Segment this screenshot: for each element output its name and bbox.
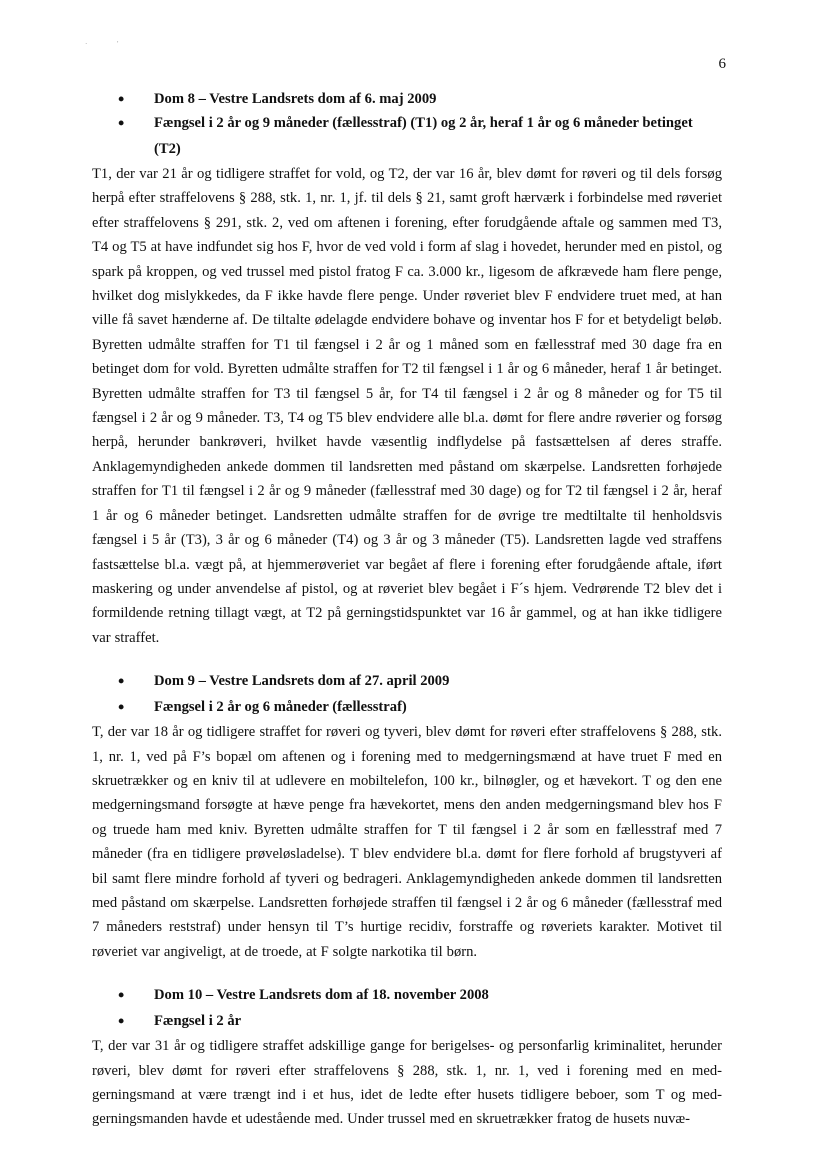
verdict-sentence: • Fængsel i 2 år og 9 måneder (fællesstraf) (T1) og 2 år, heraf 1 år og 6 måneder betinget (T2) [92,110,722,162]
verdict-body: T, der var 18 år og tidligere straffet for røveri og tyveri, blev dømt for røveri efter straffelovens § 288, stk. 1, nr. 1, ved på F’s bopæl om aftenen og i forening med to medgerningsmænd at have truet F med en skruetrækker og en kniv til at udlevere en mobiltelefon, 100 kr., bilnøgler, og et hævekort. T og den ene medgerningsmand forsøgte at hæve penge fra hævekortet, mens den anden medgerningsmand blev hos F og truede ham med kniv. Byretten udmålte straffen for T til fængsel i 2 år som en fællesstraf med 7 måneder (fra en tidligere prøveløsladelse). T blev endvidere bl.a. dømt for flere forhold af brugstyveri af bil samt flere mindre forhold af tyveri og bedrageri. Anklagemyndigheden ankede dommen til landsretten med påstand om skærpelse. Landsretten forhøjede straffen til fængsel i 2 år og 6 måneder (fællesstraf med 7 måneders reststraf) under hensyn til T’s hurtige recidiv, forstraffe og røveriets karakter. Motivet til røveriet var angiveligt, at de troede, at F solgte narkotika til børn. [92,724,722,960]
verdict-heading: • Dom 8 – Vestre Landsrets dom af 6. maj 2009 [92,86,722,112]
verdict-body: T, der var 31 år og tidligere straffet adskillige gange for berigelses- og personfarlig kriminalitet, herunder røveri, blev dømt for røveri efter straffelovens § 288, stk. 1, nr. 1, ved i forening med en medgerningsmand at være trængt ind i et hus, idet de ledte efter husets tidligere beboer, som T og medgerningsmanden havde et udestående med. Under trussel med en skruetrækker fratog de husets nuvæ- [92,1038,722,1128]
verdict-bullets [92,668,722,720]
verdict-body: T1, der var 21 år og tidligere straffet for vold, og T2, der var 16 år, blev dømt for røveri og til dels forsøg herpå efter straffelovens § 288, stk. 1, nr. 1, jf. til dels § 21, samt groft hærværk i forbindelse med røveriet efter straffelovens § 291, stk. 2, ved om aftenen i forening, efter forudgående aftale og sammen med T3, T4 og T5 at have indfundet sig hos F, hvor de ved vold i form af slag i hovedet, herunder med en pistol, og spark på kroppen, og ved trussel med pistol fratog F ca. 3.000 kr., ligesom de afkrævede ham flere penge, hvilket dog mislykkedes, da F ikke havde flere penge. Under røveriet blev F endvidere truet med, at han ville få savet hænderne af. De tiltalte ødelagde endvidere bohave og inventar hos F for et betydeligt beløb. Byretten udmålte straffen for T1 til fængsel i 2 år og 1 måned som en fællesstraf med 30 dage fra en betinget dom for vold. Byretten udmålte straffen for T2 til fængsel i 1 år og 6 måneder, heraf 1 år betinget. Byretten udmålte straffen for T3 til fængsel 5 år, for T4 til fængsel i 2 år og 8 måneder og for T5 til fængsel i 2 år og 9 måneder. T3, T4 og T5 blev endvidere alle bl.a. dømt for flere andre røverier og forsøg herpå, herunder bankrøveri, hvilket havde væsentlig indflydelse på fastsættelsen af deres straffe. Anklagemyndigheden ankede dommen til landsretten med påstand om skærpelse. Landsretten forhøjede straffen for T1 til fængsel i 2 år og 9 måneder (fællesstraf med 30 dage) og for T2 til fængsel i 2 år, heraf 1 år og 6 måneder betinget. Landsretten udmålte straffen for de øvrige tre medtiltalte til henholdsvis fængsel i 5 år (T3), 3 år og 6 måneder (T4) og 3 år og 3 måneder (T5). Landsretten lagde ved straffens fastsættelse bl.a. vægt på, at hjemmerøveriet var begået af flere i forening efter forudgående aftale, iført maskering og under anvendelse af pistol, og at røveriet blev begået i F´s hjem. Vedrørende T2 blev det i formildende retning tillagt vægt, at T2 på gerningstidspunktet var 16 år gammel, og at han ikke tidligere var straffet. [92,166,722,646]
verdict-bullets [92,982,722,1034]
document-body [92,86,722,1150]
verdict-section-10 [92,982,722,1132]
verdict-heading: • Dom 10 – Vestre Landsrets dom af 18. november 2008 [92,982,722,1008]
verdict-sentence: • Fængsel i 2 år [92,1008,722,1034]
verdict-bullets [92,86,722,162]
verdict-sentence: • Fængsel i 2 år og 6 måneder (fællesstraf) [92,694,722,720]
scan-speck: · ' [85,40,119,48]
verdict-heading: • Dom 9 – Vestre Landsrets dom af 27. april 2009 [92,668,722,694]
verdict-section-8 [92,86,722,650]
verdict-section-9 [92,668,722,964]
page-number: 6 [718,56,726,72]
